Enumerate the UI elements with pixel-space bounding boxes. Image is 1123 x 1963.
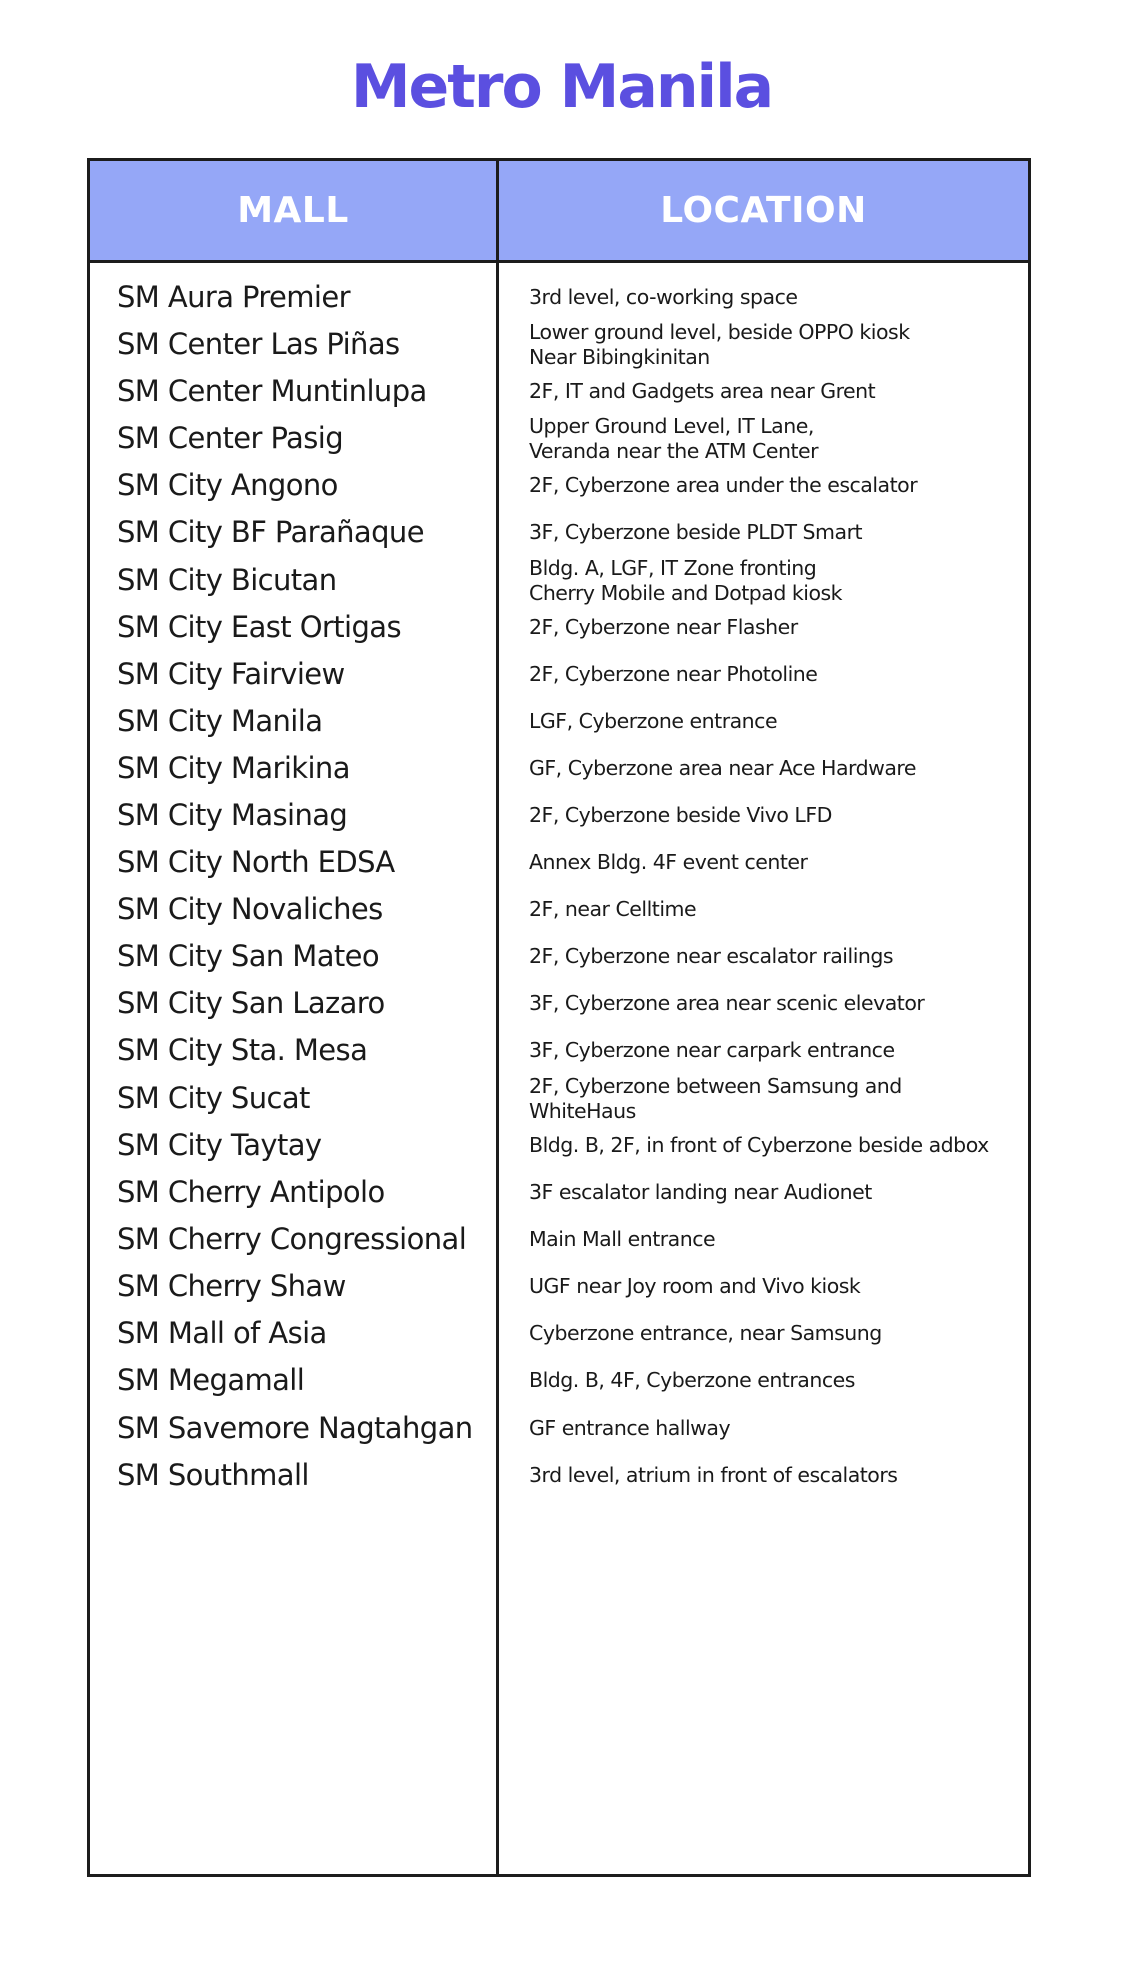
location-line: UGF near Joy room and Vivo kiosk (529, 1274, 861, 1298)
location-line: Cyberzone entrance, near Samsung (529, 1321, 882, 1345)
location-line: Main Mall entrance (529, 1227, 716, 1251)
location-line: Near Bibingkinitan (529, 344, 710, 369)
mall-name: SM City Bicutan (117, 563, 337, 597)
location-line: Cherry Mobile and Dotpad kiosk (529, 580, 843, 605)
mall-name: SM City Angono (117, 468, 338, 502)
mall-name: SM Center Muntinlupa (117, 374, 427, 408)
table-row (90, 1446, 1028, 1505)
mall-location-table (87, 158, 1031, 1877)
location-line: 3F, Cyberzone near carpark entrance (529, 1038, 895, 1062)
location-line: 2F, Cyberzone between Samsung and (529, 1073, 902, 1098)
location-line: 3F escalator landing near Audionet (529, 1180, 872, 1204)
location-line: Bldg. A, LGF, IT Zone fronting (529, 555, 817, 580)
location-line: Veranda near the ATM Center (529, 438, 819, 463)
mall-name: SM City Novaliches (117, 892, 383, 926)
location-line: Bldg. B, 2F, in front of Cyberzone beside adbox (529, 1133, 989, 1157)
location-line: 2F, Cyberzone near Photoline (529, 662, 818, 686)
mall-name: SM Center Las Piñas (117, 327, 400, 361)
mall-name: SM City San Mateo (117, 939, 380, 973)
location-line: 2F, Cyberzone near escalator railings (529, 944, 894, 968)
location-line: Upper Ground Level, IT Lane, (529, 413, 814, 438)
location-line: LGF, Cyberzone entrance (529, 709, 778, 733)
mall-name: SM City San Lazaro (117, 986, 385, 1020)
mall-name: SM City North EDSA (117, 845, 395, 879)
location-line: Bldg. B, 4F, Cyberzone entrances (529, 1368, 855, 1392)
column-header-mall: MALL (237, 190, 349, 231)
mall-name: SM City East Ortigas (117, 610, 401, 644)
mall-name: SM City Fairview (117, 657, 345, 691)
location-line: 2F, Cyberzone beside Vivo LFD (529, 803, 832, 827)
location-line: 3rd level, co-working space (529, 285, 798, 309)
mall-name: SM Cherry Shaw (117, 1269, 346, 1303)
mall-name: SM Cherry Congressional (117, 1222, 467, 1256)
mall-name: SM City BF Parañaque (117, 515, 424, 549)
location-line: 3F, Cyberzone beside PLDT Smart (529, 520, 863, 544)
mall-name: SM Savemore Nagtahgan (117, 1411, 473, 1445)
table-header-row (90, 161, 1028, 263)
location-line: WhiteHaus (529, 1098, 636, 1123)
location-line: 3F, Cyberzone area near scenic elevator (529, 991, 925, 1015)
mall-name: SM City Manila (117, 704, 323, 738)
location-line: GF, Cyberzone area near Ace Hardware (529, 756, 917, 780)
mall-name: SM City Marikina (117, 751, 350, 785)
mall-name: SM Southmall (117, 1458, 309, 1492)
location-line: Annex Bldg. 4F event center (529, 850, 808, 874)
mall-name: SM City Sucat (117, 1081, 310, 1115)
mall-name: SM City Taytay (117, 1128, 322, 1162)
page-title: Metro Manila (350, 52, 773, 122)
mall-name: SM Center Pasig (117, 421, 344, 455)
mall-name: SM Megamall (117, 1363, 305, 1397)
location-line: 3rd level, atrium in front of escalators (529, 1463, 898, 1487)
mall-name: SM Mall of Asia (117, 1316, 327, 1350)
mall-name: SM City Masinag (117, 798, 348, 832)
mall-location (529, 1446, 1024, 1505)
location-line: 2F, near Celltime (529, 897, 697, 921)
location-line: 2F, IT and Gadgets area near Grent (529, 379, 876, 403)
mall-name: SM City Sta. Mesa (117, 1033, 368, 1067)
location-line: GF entrance hallway (529, 1416, 731, 1440)
column-header-location: LOCATION (660, 190, 867, 231)
location-line: Lower ground level, beside OPPO kiosk (529, 319, 910, 344)
mall-name: SM Cherry Antipolo (117, 1175, 385, 1209)
location-line: 2F, Cyberzone near Flasher (529, 615, 798, 639)
mall-name: SM Aura Premier (117, 280, 350, 314)
location-line: 2F, Cyberzone area under the escalator (529, 473, 918, 497)
